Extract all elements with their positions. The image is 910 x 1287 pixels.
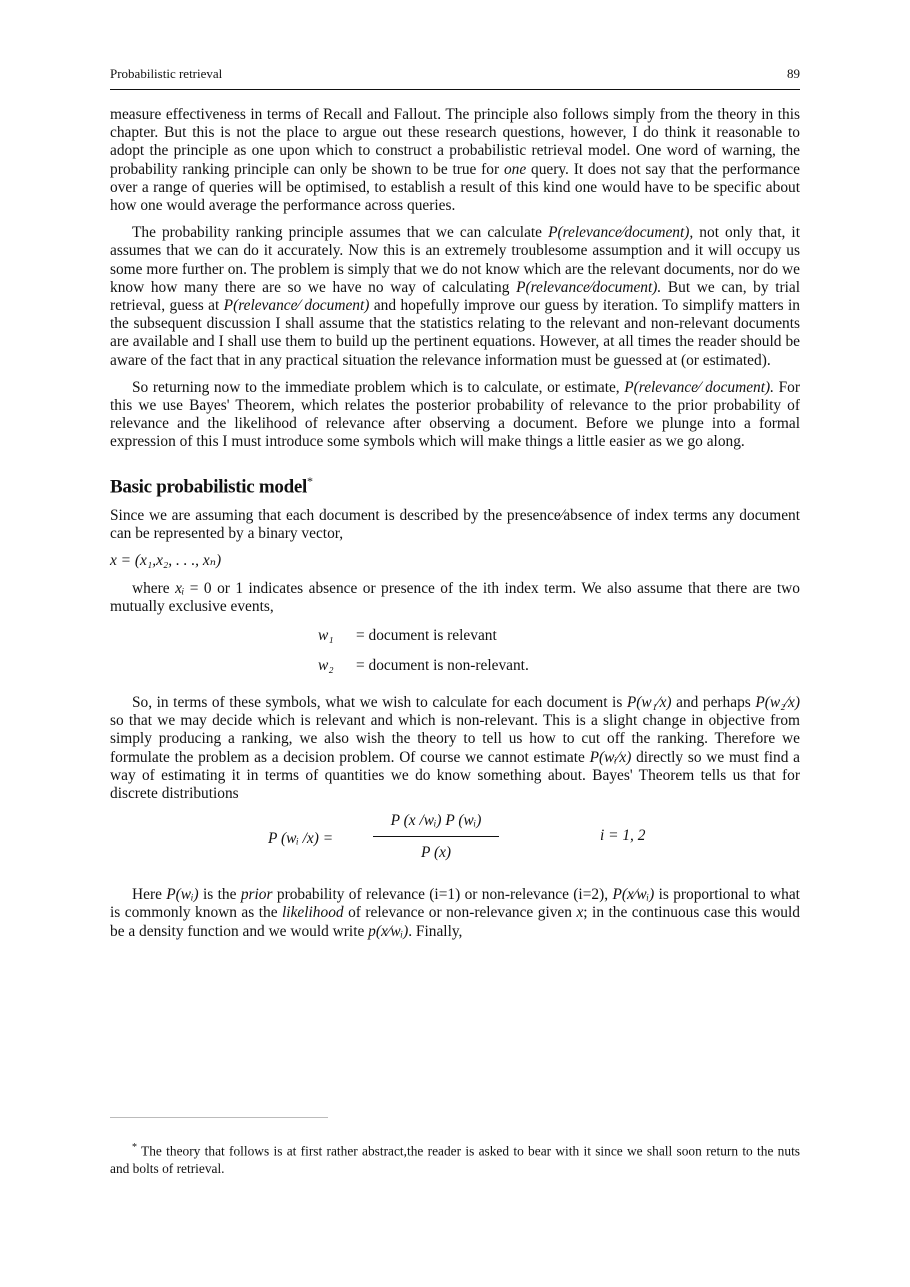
definition-w2: w₂ = document is non-relevant. (318, 657, 529, 674)
body-text (110, 106, 800, 950)
where-paragraph: where xᵢ = 0 or 1 indicates absence or presence of the ith index term. We also assume that there are two mutually exclusive events, (110, 579, 800, 615)
footnote-reference[interactable]: * (306, 473, 313, 488)
formula-numerator: P (x /wᵢ) P (wᵢ) (390, 812, 482, 830)
footnote-mark: * (132, 1142, 137, 1153)
objective-paragraph: So, in terms of these symbols, what we wish to calculate for each document is P(w₁⁄x) and perhaps P(w₂⁄x) so that we may decide which is relevant and which is non-relevant. This is a slight change in objective from simply producing a ranking, we also wish the theory to tell us how to cut off the ranking. Therefore we formulate the problem as a decision problem. Of course we cannot estimate P(wᵢ⁄x) directly so we must find a way of estimating it in terms of quantities we do know something about. Bayes' Theorem tells us that for discrete distributions (110, 694, 800, 803)
bayes-formula (110, 812, 800, 878)
footnote-rule (110, 1117, 328, 1118)
model-intro: Since we are assuming that each document is described by the presence⁄absence of index terms any document can be represented by a binary vector, (110, 506, 800, 543)
paragraph-1: measure effectiveness in terms of Recall and Fallout. The principle also follows simply from the theory in this chapter. But this is not the place to argue out these research questions, however, I do think it reasonable to adopt the principle as one upon which to construct a probabilistic retrieval model. One word of warning, the probability ranking principle can only be shown to be true for one query. It does not say that the performance over a range of queries will be optimised, to establish a result of this kind one would have to be specific about how one would average the performance across queries. (110, 106, 800, 215)
section-heading: Basic probabilistic model* (110, 473, 313, 497)
running-title: Probabilistic retrieval (110, 66, 223, 81)
fraction-bar (373, 836, 499, 837)
formula-denominator: P (x) (420, 844, 452, 862)
definition-w1: w₁ = document is relevant (318, 627, 497, 644)
page-number: 89 (787, 66, 800, 81)
paragraph-3: So returning now to the immediate problem which is to calculate, or estimate, P(relevance⁄ document). For this we use Bayes' Theorem, which relates the posterior probability of relevance to the prior probability of relevance and the likelihood of relevance after observing a document. Before we plunge into a formal expression of this I must introduce some symbols which will make things a little easier as we go along. (110, 378, 800, 451)
header-rule (110, 89, 800, 90)
event-definitions (318, 625, 800, 685)
closing-paragraph: Here P(wᵢ) is the prior probability of relevance (i=1) or non-relevance (i=2), P(x⁄wᵢ) is proportional to what is commonly known as the likelihood of relevance or non-relevance given x; in the continuous case this would be a density function and we would write p(x⁄wᵢ). Finally, (110, 886, 800, 940)
formula-index: i = 1, 2 (600, 827, 646, 845)
footnote-text: The theory that follows is at first rather abstract,the reader is asked to bear with it since we shall soon return to the nuts and bolts of retrieval. (110, 1143, 800, 1177)
footnote (110, 1139, 800, 1178)
paragraph-2: The probability ranking principle assumes that we can calculate P(relevance⁄document), not only that, it assumes that we can do it accurately. Now this is an extremely troublesome assumption and it will occupy us some more further on. The problem is simply that we do not know which are the relevant documents, nor do we know how many there are so we have no way of calculating P(relevance⁄document). But we can, by trial retrieval, guess at P(relevance⁄ document) and hopefully improve our guess by iteration. To simplify matters in the subsequent discussion I shall assume that the statistics relating to the relevant and non-relevant documents are available and I shall use them to build up the pertinent equations. However, at all times the reader should be aware of the fact that in any practical situation the relevance information must be guessed at (or estimated). (110, 224, 800, 369)
formula-lhs: P (wᵢ /x) = (268, 830, 334, 848)
binary-vector-equation: x = (x₁,x₂, . . ., xₙ) (110, 552, 222, 570)
